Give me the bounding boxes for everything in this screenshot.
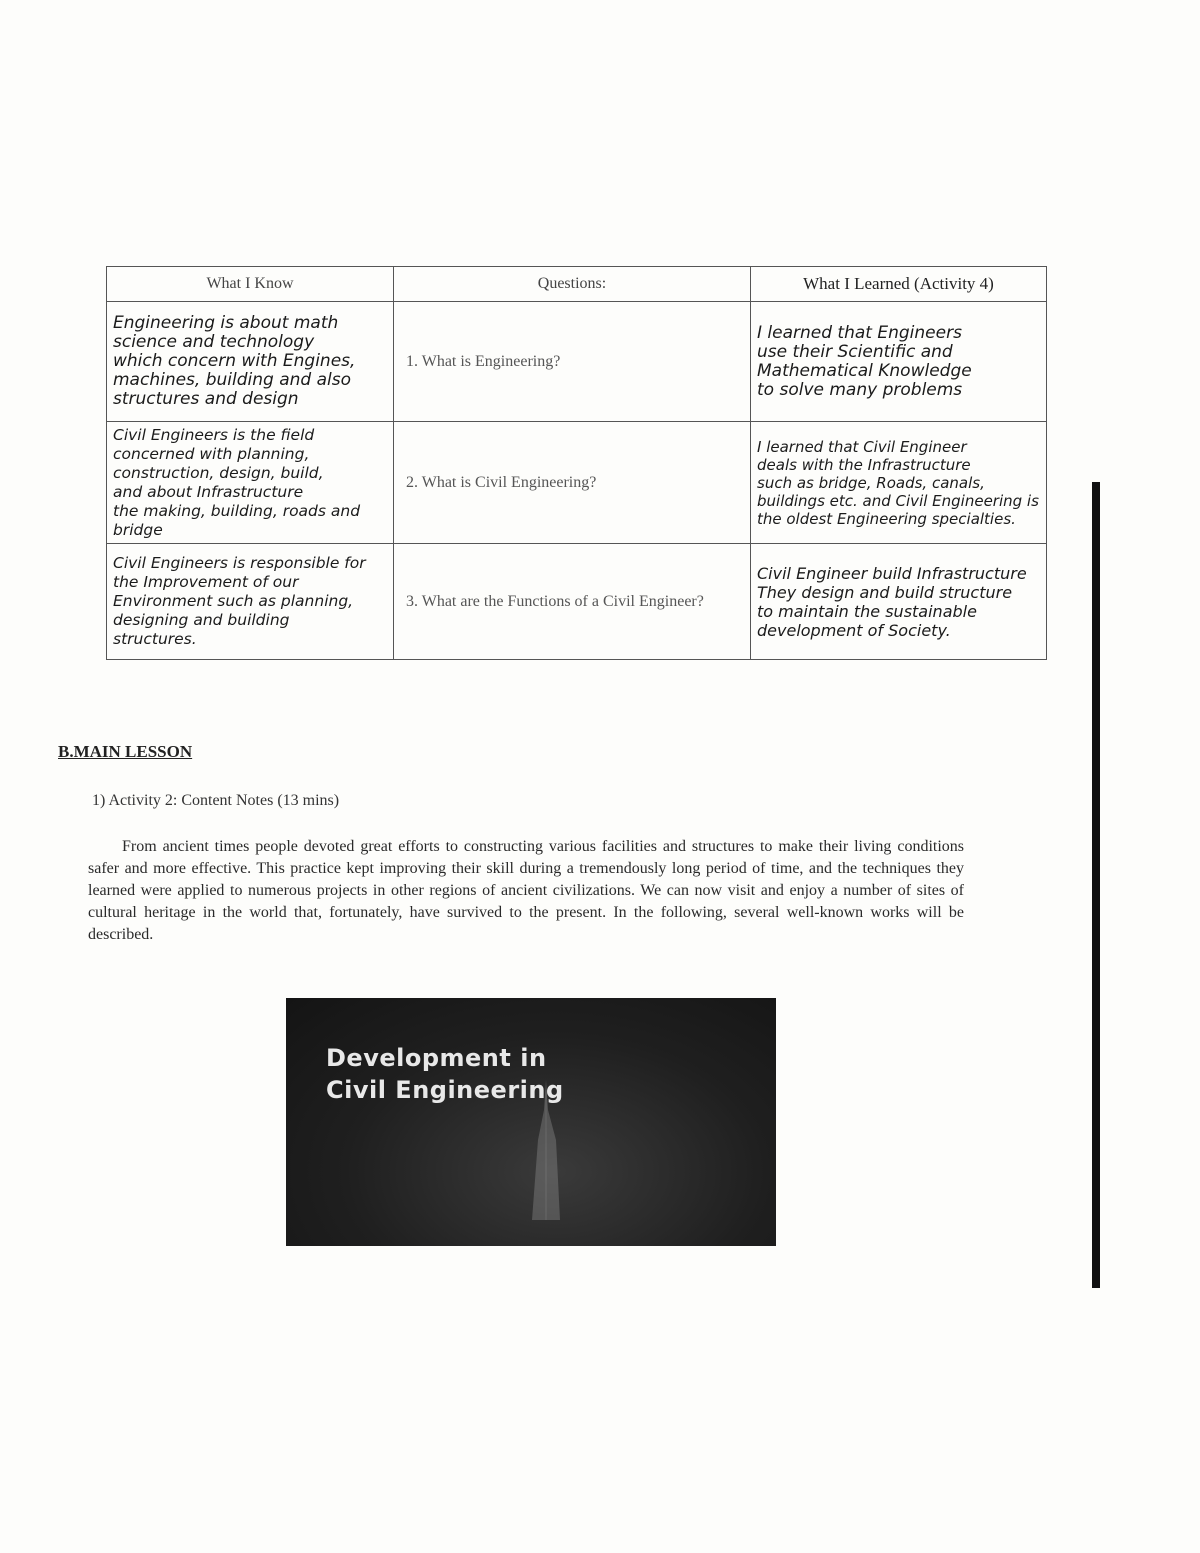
- know-cell: Engineering is about math science and technology which concern with Engines, machines, building and also structures and design: [107, 302, 394, 422]
- table-row: [107, 302, 1047, 422]
- banner-title: Development in Civil Engineering: [326, 1044, 564, 1104]
- header-what-i-learned: What I Learned (Activity 4): [751, 267, 1047, 302]
- question-cell: 3. What are the Functions of a Civil Engineer?: [394, 544, 751, 660]
- question-cell: 2. What is Civil Engineering?: [394, 422, 751, 544]
- question-cell: 1. What is Engineering?: [394, 302, 751, 422]
- header-questions: Questions:: [394, 267, 751, 302]
- table-row: [107, 422, 1047, 544]
- lesson-paragraph: From ancient times people devoted great efforts to constructing various facilities and structures to make their living conditions safer and more effective. This practice kept improving their skill during a tremendously long period of time, and the techniques they learned were applied to numerous projects in other regions of ancient civilizations. We can now visit and enjoy a number of sites of cultural heritage in the world that, fortunately, have survived to the present. In the following, several well-known works will be described.: [88, 838, 964, 943]
- lesson-banner-image: [286, 998, 776, 1246]
- table-header-row: [107, 267, 1047, 302]
- table-row: [107, 544, 1047, 660]
- scan-edge-bar: [1092, 482, 1100, 1288]
- header-what-i-know: What I Know: [107, 267, 394, 302]
- kwl-table: [106, 266, 1047, 660]
- learned-cell: Civil Engineer build Infrastructure They design and build structure to maintain the sustainable development of Society.: [751, 544, 1047, 660]
- know-cell: Civil Engineers is the field concerned with planning, construction, design, build, and about Infrastructure the making, building, roads and bridge: [107, 422, 394, 544]
- tower-silhouette-icon: [526, 1080, 566, 1220]
- activity-label: 1) Activity 2: Content Notes (13 mins): [92, 792, 340, 809]
- learned-cell: I learned that Engineers use their Scientific and Mathematical Knowledge to solve many problems: [751, 302, 1047, 422]
- learned-cell: I learned that Civil Engineer deals with the Infrastructure such as bridge, Roads, canals, buildings etc. and Civil Engineering is the oldest Engineering specialties.: [751, 422, 1047, 544]
- section-heading: B.MAIN LESSON: [58, 742, 193, 761]
- know-cell: Civil Engineers is responsible for the Improvement of our Environment such as planning, designing and building structures.: [107, 544, 394, 660]
